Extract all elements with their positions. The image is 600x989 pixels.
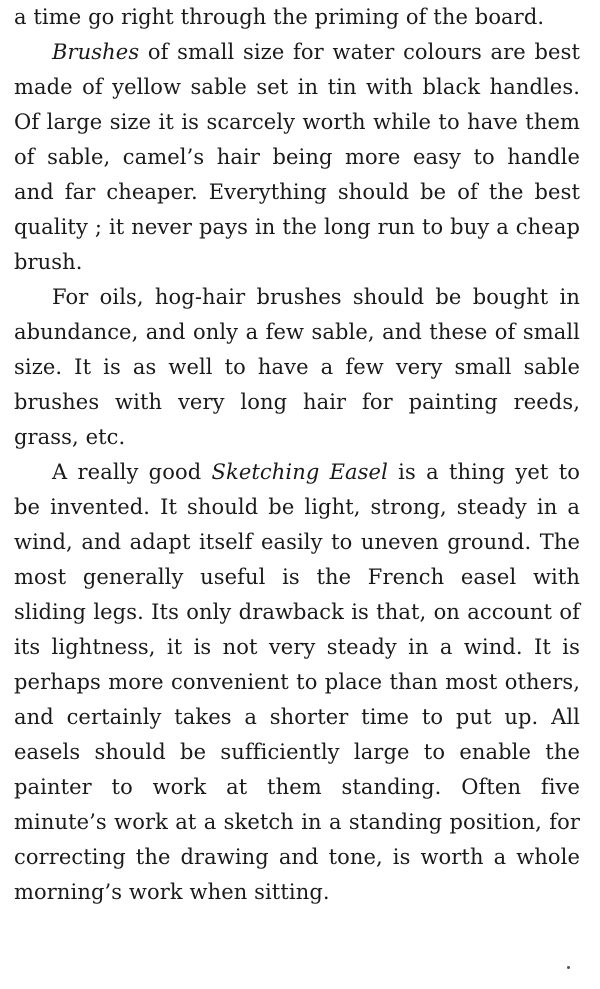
text-run: A really good xyxy=(52,460,212,484)
paragraph-priming xyxy=(14,0,580,35)
italic-heading-brushes: Brushes xyxy=(52,40,140,64)
document-page xyxy=(14,0,580,910)
text-run: a time go right through the priming of the board. xyxy=(14,5,545,29)
text-run: For oils, hog-hair brushes should be bought in abundance, and only a few sable, and these of small size. It is as well to have a few very small sable brushes with very long hair for painting reeds, grass, etc. xyxy=(14,285,580,449)
paragraph-brushes xyxy=(14,35,580,280)
text-run: of small size for water colours are best made of yellow sable set in tin with black handles. Of large size it is scarcely worth while to have them of sable, camel’s hair being more easy to handle and far cheaper. Everything should be of the best quality ; it never pays in the long run to buy a cheap brush. xyxy=(14,40,580,274)
paragraph-easel xyxy=(14,455,580,910)
italic-heading-sketching-easel: Sketching Easel xyxy=(211,460,388,484)
text-run: is a thing yet to be invented. It should be light, strong, steady in a wind, and adapt itself easily to uneven ground. The most generally useful is the French easel with sliding legs. Its only drawback is that, on account of its lightness, it is not very steady in a wind. It is perhaps more convenient to place than most others, and certainly takes a shorter time to put up. All easels should be sufficiently large to enable the painter to work at them standing. Often five minute’s work at a sketch in a standing position, for correcting the drawing and tone, is worth a whole morning’s work when sitting. xyxy=(14,460,580,904)
print-speck xyxy=(567,966,570,969)
paragraph-oils xyxy=(14,280,580,455)
